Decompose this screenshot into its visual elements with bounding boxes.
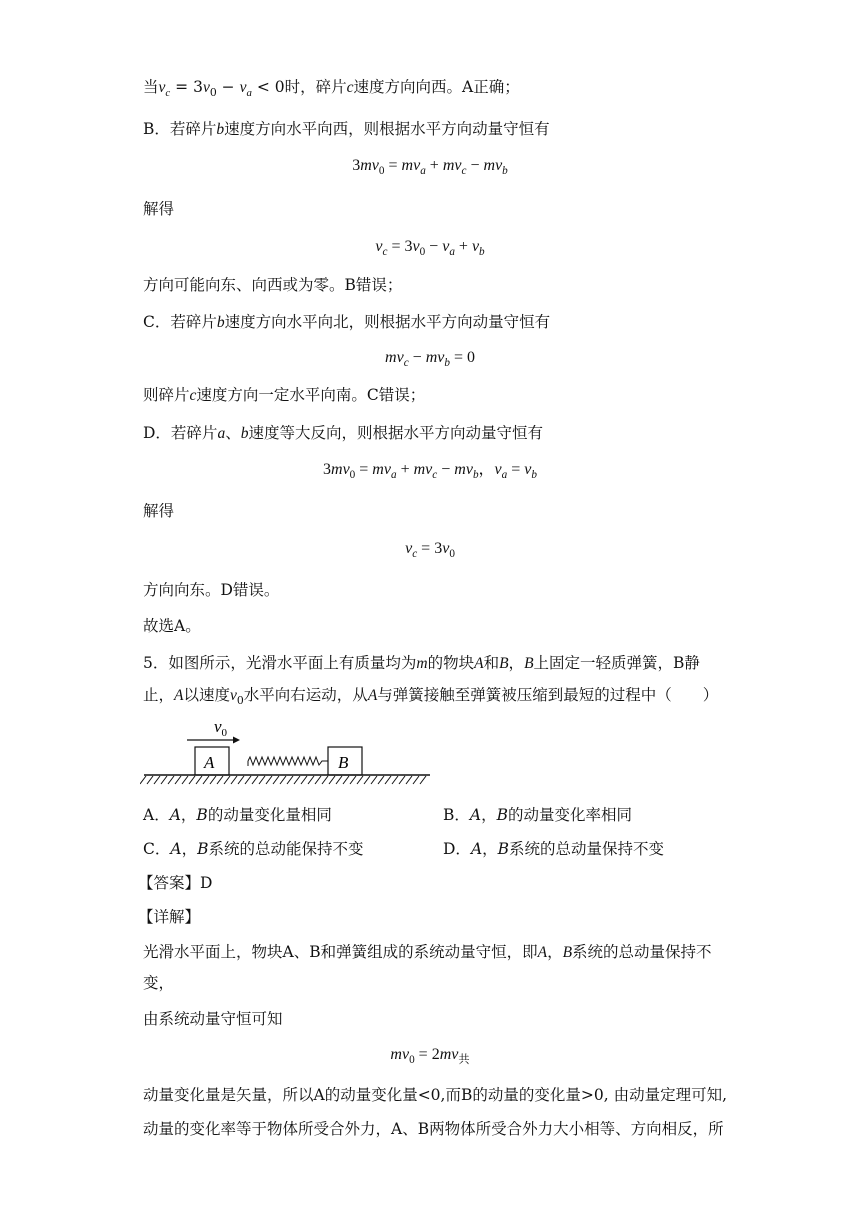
text-line [143, 384, 425, 407]
line-text: 则碎片c速度方向一定水平向南。C错误； [143, 386, 426, 404]
line-text: D．若碎片a、b速度等大反向，则根据水平方向动量守恒有 [143, 424, 543, 442]
line-text: 光滑水平面上，物块A、B和弹簧组成的系统动量守恒，即A，B系统的总动量保持不 [143, 943, 712, 961]
question-text [143, 652, 700, 675]
spring-blocks-figure [140, 712, 440, 788]
text-line: 方向向东。D错误。 [143, 581, 280, 599]
equation: $mv_0 = 2mv_共$ [390, 1046, 470, 1067]
text-line: 解得 [143, 502, 175, 520]
text-line [143, 941, 712, 964]
text-line: 方向可能向东、向西或为零。B错误； [143, 276, 403, 294]
arrow-right-icon [233, 737, 240, 744]
block-a-label: A [204, 753, 215, 772]
option-c: C．A，B系统的总动能保持不变 [143, 840, 364, 858]
text-line: 变， [143, 974, 175, 992]
line-text: C．若碎片b速度方向水平向北，则根据水平方向动量守恒有 [143, 313, 551, 331]
text-line: 解得 [143, 200, 175, 218]
question-text [143, 684, 718, 712]
equation: $v_c = 3v_0 - v_a + v_b$ [375, 238, 485, 259]
text-line: 动量的变化率等于物体所受合外力，A、B两物体所受合外力大小相等、方向相反，所 [143, 1120, 724, 1138]
line-text: 5．如图所示，光滑水平面上有质量均为m的物块A和B，B上固定一轻质弹簧，B静 [143, 654, 700, 672]
text-line [143, 76, 520, 104]
ground-hatching [140, 776, 426, 784]
text-line [143, 422, 543, 445]
text-line: 故选A。 [143, 617, 201, 635]
spring-coil [248, 757, 328, 765]
line-text: B．若碎片b速度方向水平向西，则根据水平方向动量守恒有 [143, 120, 550, 138]
velocity-label: $v_0$ [214, 717, 228, 739]
answer-label: 【答案】D [138, 874, 213, 892]
option-d: D．A，B系统的总动量保持不变 [443, 840, 665, 858]
option-b: B．A，B的动量变化率相同 [443, 806, 633, 824]
text-line [143, 118, 550, 141]
line-text: 当$v_c = 3v_0 - v_a < 0$时，碎片c速度方向向西。A正确； [143, 78, 520, 100]
equation: $mv_c - mv_b = 0$ [385, 349, 475, 370]
text-line [143, 311, 550, 334]
text-line: 动量变化量是矢量，所以A的动量变化量<0,而B的动量的变化量>0, 由动量定理可知, [143, 1086, 727, 1104]
line-text: 止，A以速度$v_0$水平向右运动，从A与弹簧接触至弹簧被压缩到最短的过程中（ ） [143, 686, 719, 708]
detail-label: 【详解】 [138, 908, 201, 926]
equation: $3mv_0 = mv_a + mv_c - mv_b$ [352, 157, 508, 178]
text-line: 由系统动量守恒可知 [143, 1010, 283, 1028]
option-a: A．A，B的动量变化量相同 [143, 806, 332, 824]
equation: $v_c = 3v_0$ [405, 540, 455, 561]
equation: $3mv_0 = mv_a + mv_c - mv_b$，$v_a = v_b$ [323, 461, 537, 482]
block-b-label: B [338, 753, 349, 772]
